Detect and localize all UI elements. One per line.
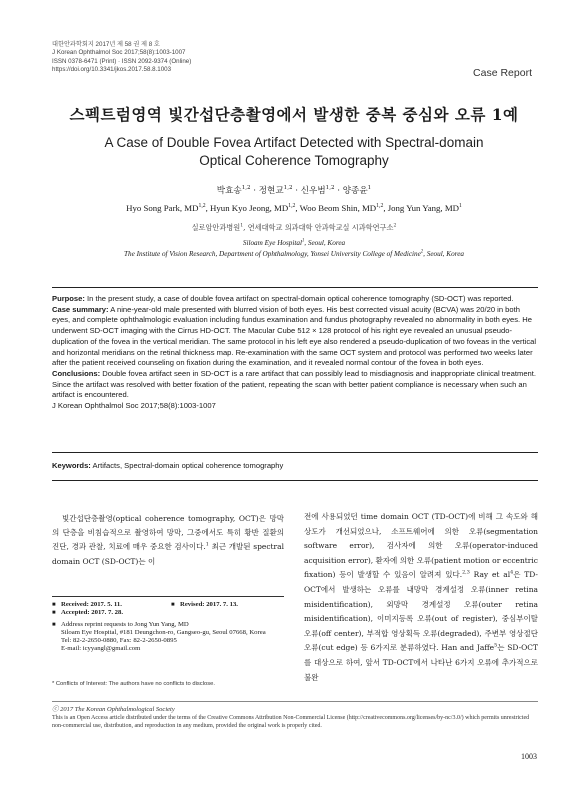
keywords-label: Keywords: xyxy=(52,461,91,470)
accepted-row xyxy=(52,609,284,617)
affiliation-korean: 실로암안과병원$^1$, 연세대학교 의과대학 안과학교실 시과학연구소$^2$ xyxy=(191,223,397,232)
revised-date: Revised: 2017. 7. 13. xyxy=(180,601,238,608)
title-english-line1: A Case of Double Fovea Artifact Detected with Spectral-domain xyxy=(104,135,484,150)
bullet-icon: ■ xyxy=(52,621,56,628)
bullet-icon: ■ xyxy=(52,610,56,617)
copyright-line: ⓒ 2017 The Korean Ophthalmological Society xyxy=(52,706,175,713)
article-type: Case Report xyxy=(473,67,532,79)
meta-line: ISSN 0378-6471 (Print) · ISSN 2092-9374 (Online) xyxy=(52,57,192,65)
abstract-conclusions xyxy=(52,369,538,401)
abstract-top-rule xyxy=(52,287,538,288)
abstract-case xyxy=(52,305,538,369)
purpose-text: In the present study, a case of double fovea artifact on spectral-domain optical coherence tomography (SD-OCT) was reported. xyxy=(84,294,514,303)
abstract-purpose xyxy=(52,294,538,305)
bullet-icon: ■ xyxy=(52,602,56,608)
page-number: 1003 xyxy=(521,752,537,761)
body-right-column: 전에 사용되었던 time domain OCT (TD-OCT)에 비해 그 속도와 해상도가 개선되었으나, 소프트웨어에 의한 오류(segmentation software error), 검사자에 의한 오류(operator-induced acquisition error), 환자에 의한 오류(patient motion or eccentric fixation) 등이 발생할 수 있음이 알려져 있다.$^{2,3}$ Ray et $al^4$은 TD-OCT에서 발생하는 오류를 내망막 경계설정 오류(inner retina misidentification), 외망막 경계설정 오류(outer retina misidentification), 이미지등록 오류(out of register), 중심부이탈 오류(off center), 부적합 영상획득 오류(degraded), 주변부 영상절단 오류(cut edge) 등 6가지로 분류하였다. Han and Jaffe$^5$는 SD-OCT를 대상으로 하여, 앞서 TD-OCT에서 나타난 6가지 오류에 추가적으로 불완 xyxy=(304,512,539,682)
license-text: This is an Open Access article distributed under the terms of the Creative Commons Attribution Non-Commercial License (http://creativecommons.org/licenses/by-nc/3.0/) which permits unrestricted non-commercial use, distribution, and reproduction in any medium, provided the original work is properly cited. xyxy=(52,715,530,730)
title-english-line2: Optical Coherence Tomography xyxy=(199,153,389,168)
dates-row xyxy=(52,601,284,609)
keywords xyxy=(52,461,538,470)
case-label: Case summary: xyxy=(52,304,109,314)
tel-fax: Tel: 82-2-2650-0880, Fax: 82-2-2650-0895 xyxy=(61,637,177,645)
copyright-block xyxy=(52,706,538,730)
journal-meta xyxy=(52,41,191,74)
article-notes xyxy=(52,601,284,654)
bullet-icon: ■ xyxy=(171,602,175,608)
conflict-statement: * Conflicts of Interest: The authors have no conflicts to disclose. xyxy=(52,681,215,687)
title-korean: 스펙트럼영역 빛간섭단층촬영에서 발생한 중복 중심와 오류 1예 xyxy=(69,105,519,124)
meta-line: 대한안과학회지 2017년 제 58 권 제 8 호 xyxy=(52,41,160,48)
notes-top-rule xyxy=(52,596,284,597)
received-date: Received: 2017. 5. 11. xyxy=(61,601,122,608)
keywords-rule xyxy=(52,480,538,481)
purpose-label: Purpose: xyxy=(52,294,85,303)
reprint-row xyxy=(52,621,284,629)
authors-korean: 박효송$^{1,2}$ · 정현교$^{1,2}$ · 신우범$^{1,2}$ · 양종윤$^1$ xyxy=(216,185,372,196)
reprint-request: Address reprint requests to Jong Yun Yang, MD xyxy=(61,620,189,628)
affiliation-english-1: Siloam Eye Hospital$^1$, Seoul, Korea xyxy=(242,238,346,247)
title-english xyxy=(40,134,548,170)
body-left-column: 빛간섭단층촬영(optical coherence tomography, OCT)은 망막의 단층을 비침습적으로 촬영하여 망막, 그중에서도 특히 황반 질환의 진단, 경과 관찰, 치료에 매우 중요한 검사이다.$^1$ 최근 개발된 spectral domain OCT (SD-OCT)는 이 xyxy=(52,514,284,566)
abstract xyxy=(52,294,538,412)
accepted-date: Accepted: 2017. 7. 28. xyxy=(61,609,124,617)
keywords-text: Artifacts, Spectral-domain optical coherence tomography xyxy=(90,461,284,470)
authors-english: Hyo Song Park, MD$^{1,2}$, Hyun Kyo Jeong, MD$^{1,2}$, Woo Beom Shin, MD$^{1,2}$, Jong Yun Yang, $MD^1$ xyxy=(126,203,462,213)
email[interactable]: E-mail: icyyangl@gmail.com xyxy=(61,645,141,653)
copyright-rule xyxy=(52,701,538,702)
conclusions-text: Double fovea artifact seen in SD-OCT is a rare artifact that can possibly lead to misdiagnosis and inappropriate clinical treatment. Since the artifact was resolved with better fixation of the patient, repeating the scan with better patient compliance is necessary when such an artifact is encountered. xyxy=(52,368,536,400)
abstract-bottom-rule xyxy=(52,452,538,453)
meta-line: J Korean Ophthalmol Soc 2017;58(8):1003-1007 xyxy=(52,49,186,57)
affiliation-english-2: The Institute of Vision Research, Department of Ophthalmology, Yonsei University College of Medicine$^2$, Seoul, Korea xyxy=(124,249,464,258)
doi-link[interactable]: https://doi.org/10.3341/jkos.2017.58.8.1003 xyxy=(52,65,172,73)
address: Siloam Eye Hospital, #181 Deungchon-ro, Gangseo-gu, Seoul 07668, Korea xyxy=(61,628,266,636)
case-text: A nine-year-old male presented with blurred vision of both eyes. His best corrected visual acuity (BCVA) was 20/20 in both eyes, and complete ophthalmologic evaluation including fundus examination and fundus photography revealed no abnormality in both eyes. He underwent SD-OCT imaging with the Cirrus HD-OCT. The Macular Cube 512 × 128 protocol of his right eye revealed an unusual pseudo-duplication of the fovea in the vertical meridian. The same protocol in his left eye also rendered a pseudo-duplication of two foveas in the vertical and horizontal meridians on the retinal thickness map. Re-examination with the same OCT system and protocol was performed two weeks later after the patient received counseling on fixation during the examination, and it revealed normal contour of the fovea in both eyes. xyxy=(52,304,537,368)
conclusions-label: Conclusions: xyxy=(52,368,101,378)
abstract-citation: J Korean Ophthalmol Soc 2017;58(8):1003-1007 xyxy=(52,401,216,411)
